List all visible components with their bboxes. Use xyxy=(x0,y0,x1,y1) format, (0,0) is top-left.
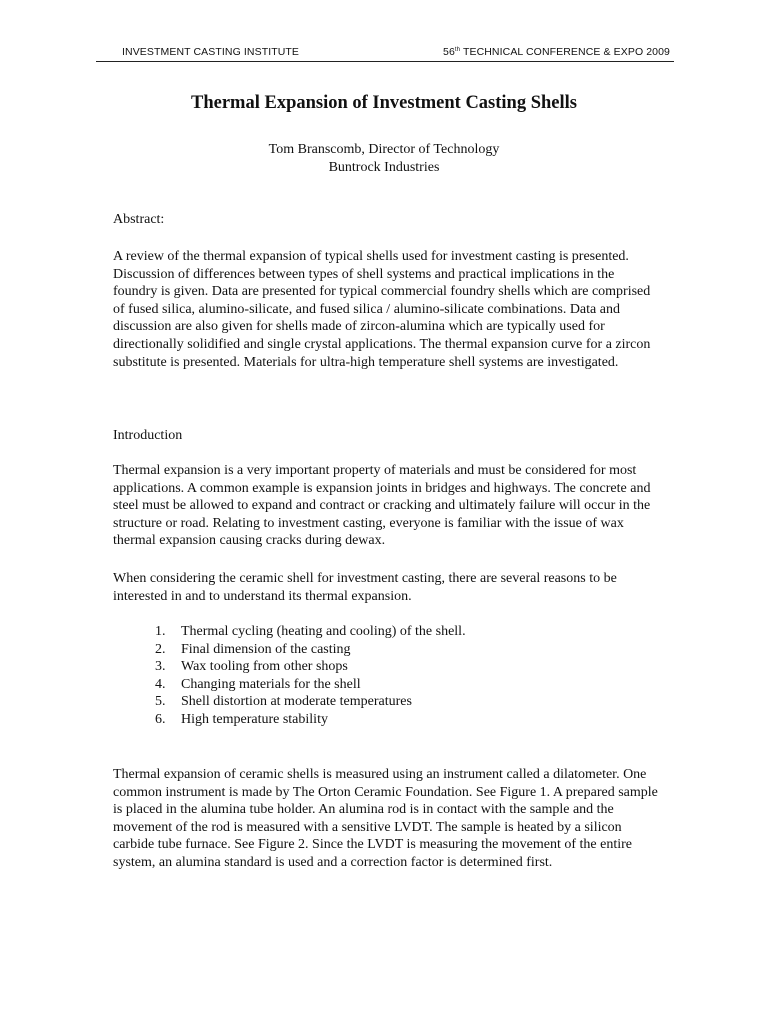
list-item xyxy=(155,623,466,641)
list-item-number: 5. xyxy=(155,694,166,710)
list-item-text: Final dimension of the casting xyxy=(181,641,351,657)
abstract-text: A review of the thermal expansion of typical shells used for investment casting is presented. Discussion of differences between types of shell systems and practical implications in the foundry is given. Data are presented for typical commercial foundry shells which are comprised of fused silica, alumino-silicate, and fused silica / alumino-silicate combinations. Data and discussion are also given for shells made of zircon-alumina which are typically used for directionally solidified and single crystal applications. The thermal expansion curve for a zircon substitute is presented. Materials for ultra-high temperature shell systems are investigated. xyxy=(113,249,651,370)
introduction-paragraph-3: Thermal expansion of ceramic shells is measured using an instrument called a dilatometer. One common instrument is made by The Orton Ceramic Foundation. See Figure 1. A prepared sample is placed in the alumina tube holder. An alumina rod is in contact with the sample and the movement of the rod is measured with a sensitive LVDT. The sample is heated by a silicon carbide tube furnace. See Figure 2. Since the LVDT is measuring the movement of the entire system, an alumina standard is used and a correction factor is determined first. xyxy=(113,767,658,870)
abstract-heading: Abstract: xyxy=(113,212,165,227)
list-item-text: High temperature stability xyxy=(181,711,328,727)
author-block xyxy=(0,141,768,177)
list-item xyxy=(155,658,466,676)
header-conference-text: TECHNICAL CONFERENCE & EXPO 2009 xyxy=(460,46,670,58)
introduction-paragraph-1: Thermal expansion is a very important property of materials and must be considered for most applications. A common example is expansion joints in bridges and highways. The concrete and steel must be allowed to expand and contract or cracking and ultimately failure will occur in the structure or road. Relating to investment casting, everyone is familiar with the issue of wax thermal expansion causing cracks during dewax. xyxy=(113,463,651,549)
header-conference-ordinal: th xyxy=(454,47,461,53)
introduction-paragraph-2: When considering the ceramic shell for investment casting, there are several reasons to be interested in and to understand its thermal expansion. xyxy=(113,571,617,604)
author-affiliation: Buntrock Industries xyxy=(328,160,440,175)
list-item-text: Thermal cycling (heating and cooling) of the shell. xyxy=(181,624,466,639)
list-item-text: Changing materials for the shell xyxy=(181,676,361,692)
list-item-number: 3. xyxy=(155,659,166,675)
reasons-list xyxy=(155,623,466,729)
list-item-number: 2. xyxy=(155,641,166,657)
paper-title: Thermal Expansion of Investment Casting Shells xyxy=(191,93,577,113)
header-conference xyxy=(443,46,670,58)
list-item xyxy=(155,676,466,694)
author-name: Tom Branscomb, Director of Technology xyxy=(268,142,500,157)
list-item xyxy=(155,693,466,711)
list-item-text: Wax tooling from other shops xyxy=(181,659,348,675)
list-item-number: 4. xyxy=(155,676,166,692)
running-header xyxy=(96,44,674,62)
list-item-number: 6. xyxy=(155,711,166,727)
header-conference-number: 56 xyxy=(443,46,455,58)
list-item xyxy=(155,641,466,659)
list-item xyxy=(155,711,466,729)
header-institute: INVESTMENT CASTING INSTITUTE xyxy=(122,46,300,58)
introduction-heading: Introduction xyxy=(113,428,183,443)
list-item-text: Shell distortion at moderate temperatures xyxy=(181,694,412,710)
list-item-number: 1. xyxy=(155,624,166,639)
header-rule xyxy=(96,61,674,62)
